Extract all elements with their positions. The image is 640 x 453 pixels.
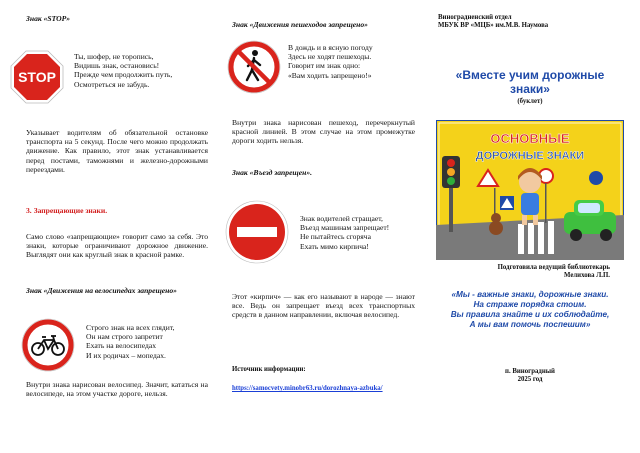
pedestrian-description: Внутри знака нарисован пешеход, перечеркнутый красной линией. В этом случае на этом промежутке дороги ходить нельзя. [232,118,415,146]
booklet-subtitle: (буклет) [517,98,543,105]
booklet-title: «Вместе учим дорожные знаки» [455,68,605,96]
stop-heading: Знак «STOP» [26,14,71,23]
no-entry-description: Этот «кирпич» — как его называют в народе — знают все. Ведь он запрещает въезд всех транспортных средств в данном направлении, включая велосипед. [232,292,415,320]
pedestrian-heading: Знак «Движения пешеходов запрещено» [232,20,368,29]
cover-banner-line2: ДОРОЖНЫЕ ЗНАКИ [475,150,585,162]
no-entry-sign-icon [225,200,289,264]
no-pedestrian-sign-icon [227,40,281,94]
place-year: п. Виноградный 2025 год [505,368,555,383]
stop-sign [10,50,64,104]
prepared-by: Подготовила ведущий библиотекарь Мелихова Л.П. [497,264,610,279]
stop-sign-label: STOP [18,69,56,85]
section-prohibiting-signs: 3. Запрещающие знаки. [26,206,108,215]
stop-description: Указывает водителям об обязательной остановке транспорта на 5 секунд. После чего можно продолжать движение. Как правило, этот знак устанавливается перед постами, таможнями и железно-дорожными переездами. [26,128,208,174]
no-bicycle-sign-icon [21,318,75,372]
bicycle-poem: Строго знак на всех глядит, Он нам строго запретит Ехать на велосипедах И их родичах – мопедах. [86,323,175,360]
stop-poem: Ты, шофер, не торопись, Видишь знак, остановись! Прежде чем продолжить путь, Осмотреться не забудь. [74,52,173,89]
source-label: Источник информации: [232,366,306,373]
organization: Виноградненский отдел МБУК ВР «МЦБ» им.М.В. Наумова [438,14,549,29]
pedestrian-poem: В дождь и в ясную погоду Здесь не ходят пешеходы. Говорит им знак одно: «Вам ходить запрещено!» [288,43,373,80]
cover-banner-line1: ОСНОВНЫЕ [490,131,570,146]
no-entry-poem: Знак водителей стращает, Въезд машинам запрещает! Не пытайтесь сгоряча Ехать мимо кирпича! [300,214,390,251]
source-link[interactable]: https://samocvety.minobr63.ru/dorozhnaya-azbuka/ [232,385,383,392]
bicycle-description: Внутри знака нарисован велосипед. Значит, кататься на велосипеде, на этом участке дороге, нельзя. [26,380,208,399]
motto: «Мы - важные знаки, дорожные знаки. На страже порядка стоим. Вы правила знайте и их соблюдайте, А мы вам помочь поспешим» [450,290,610,329]
prohibit-description: Само слово «запрещающие» говорит само за себя. Это знаки, которые ограничивают дорожное движение. Выглядят они как круглый знак в красной рамке. [26,232,208,260]
bicycle-heading: Знак «Движения на велосипедах запрещено» [26,286,177,295]
cover-illustration [436,120,624,260]
no-entry-heading: Знак «Въезд запрещен». [232,168,313,177]
